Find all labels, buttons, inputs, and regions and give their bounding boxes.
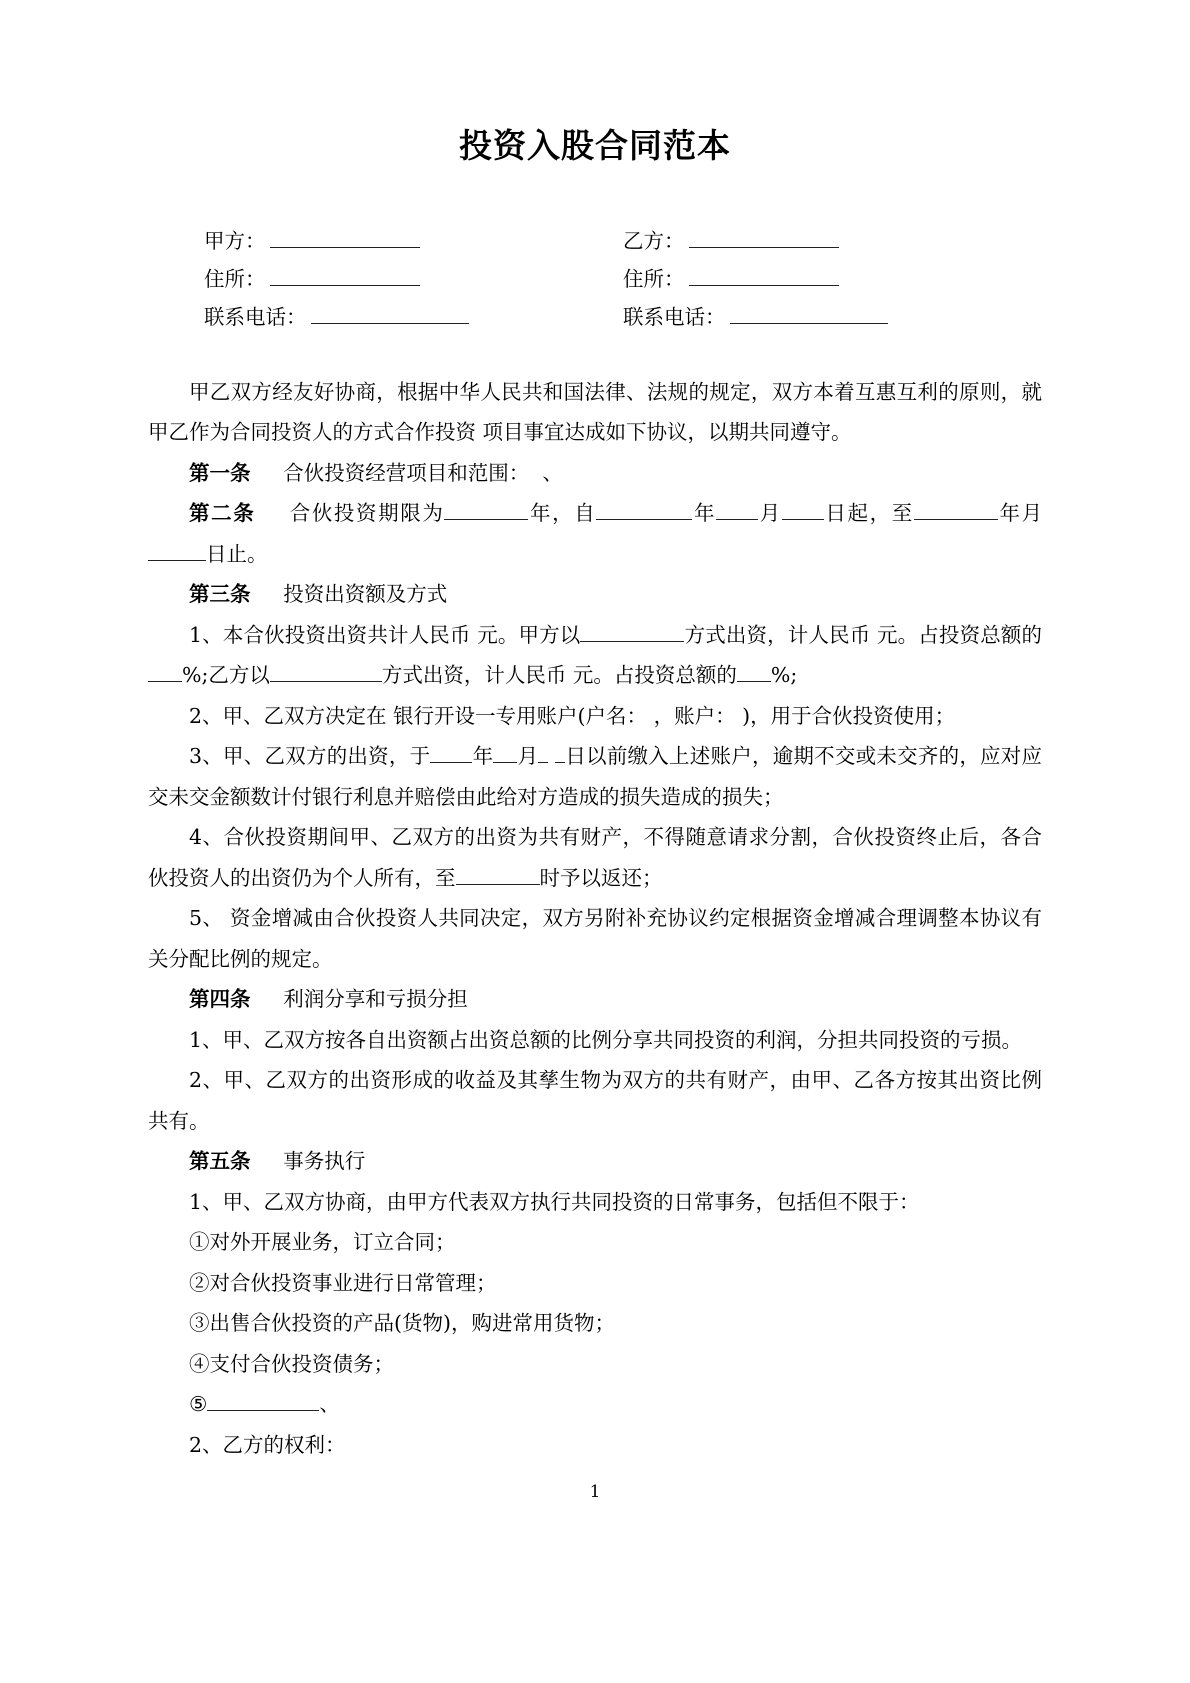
article-2-t6: 年	[997, 501, 1022, 526]
party-a-name-blank[interactable]	[270, 229, 420, 247]
a3-i3-b: 年	[472, 744, 494, 769]
article-3-item-2: 2、甲、乙双方决定在 银行开设一专用账户(户名： ，账户： )，用于合伙投资使用；	[189, 703, 956, 728]
article-2-t5: 日起，至	[823, 501, 914, 526]
article-3-item-5: 5、 资金增减由合伙投资人共同决定，双方另附补充协议约定根据资金增减合理调整本协议有关分配比例的规定。	[148, 906, 1042, 971]
article-4-item-2: 2、甲、乙双方的出资形成的收益及其孳生物为双方的共有财产，由甲、乙各方按其出资比例共有。	[148, 1068, 1042, 1133]
preamble-text-2: 项目事宜达成如下协议，以期共同遵守。	[482, 420, 852, 445]
a3-i1-c: %;乙方以	[182, 663, 270, 688]
party-b-percent-blank[interactable]	[737, 663, 771, 682]
party-a-phone-blank[interactable]	[311, 305, 469, 323]
party-a-address-field	[204, 260, 623, 298]
article-5-title: 事务执行	[283, 1149, 366, 1174]
article-5	[148, 1141, 1042, 1182]
party-a-name-field	[204, 222, 623, 260]
article-2-t2: 年，自	[528, 501, 597, 526]
party-b-name-field	[623, 222, 1042, 260]
article-5-sub-4: ④支付合伙投资债务；	[189, 1351, 394, 1376]
payment-day-blank-1[interactable]	[538, 744, 548, 763]
party-row-phone	[204, 298, 1042, 336]
article-4	[148, 979, 1042, 1020]
page-title: 投资入股合同范本	[459, 126, 731, 165]
start-year-blank[interactable]	[596, 501, 692, 520]
article-1	[148, 453, 1042, 494]
parties-block	[148, 222, 1042, 336]
article-1-head: 第一条	[189, 460, 251, 485]
party-a-address-blank[interactable]	[270, 267, 420, 285]
party-b-name-label: 乙方：	[623, 228, 685, 253]
a3-i4-a: 4、合伙投资期间甲、乙双方的出资为共有财产，不得随意请求分割，合伙投资终止后，各合伙投资人的出资仍为个人所有，至	[148, 825, 1042, 890]
party-a-percent-blank[interactable]	[148, 663, 182, 682]
a3-i1-a: 1、本合伙投资出资共计人民币 元。甲方以	[189, 622, 581, 647]
article-5-sub-2: ②对合伙投资事业进行日常管理；	[189, 1270, 497, 1295]
article-2-t3: 年	[692, 501, 717, 526]
article-4-item-1: 1、甲、乙双方按各自出资额占出资总额的比例分享共同投资的利润，分担共同投资的亏损。	[189, 1027, 1023, 1052]
article-1-tail: 、	[542, 460, 563, 485]
article-1-title: 合伙投资经营项目和范围：	[283, 460, 530, 485]
document-content	[148, 0, 1042, 1465]
a5-s5-b: 、	[319, 1392, 340, 1417]
party-a-contribution-method-blank[interactable]	[580, 622, 684, 641]
article-2-t1: 合伙投资期限为	[288, 501, 445, 526]
party-b-address-label: 住所：	[623, 266, 685, 291]
article-3-title: 投资出资额及方式	[283, 582, 448, 607]
article-2-t7: 月	[1021, 501, 1043, 526]
article-3-item-1	[148, 615, 1042, 696]
article-2-t8: 日止。	[206, 541, 268, 566]
party-a-phone-label: 联系电话：	[204, 304, 307, 329]
a3-i3-a: 3、甲、乙双方的出资，于	[189, 744, 431, 769]
article-2	[148, 493, 1042, 574]
a3-i3-c: 月	[517, 744, 539, 769]
party-b-phone-field	[623, 298, 1042, 336]
article-4-title: 利润分享和亏损分担	[283, 987, 468, 1012]
party-b-contribution-method-blank[interactable]	[270, 663, 382, 682]
party-a-phone-field	[204, 298, 623, 336]
article-5-item-2: 2、乙方的权利：	[189, 1432, 346, 1457]
contract-body	[148, 372, 1042, 1466]
article-2-head: 第二条	[189, 501, 256, 526]
return-time-blank[interactable]	[456, 865, 540, 884]
party-b-address-field	[623, 260, 1042, 298]
a3-i1-e: %;	[770, 663, 798, 688]
article-4-head: 第四条	[189, 987, 251, 1012]
article-5-sub-3: ③出售合伙投资的产品(货物)，购进常用货物；	[189, 1311, 615, 1336]
article-5-sub-5	[148, 1384, 1042, 1425]
payment-year-blank[interactable]	[430, 744, 472, 763]
party-a-address-label: 住所：	[204, 266, 266, 291]
end-year-blank[interactable]	[914, 501, 998, 520]
a5-s5-a: ⑤	[189, 1392, 208, 1417]
party-a-name-label: 甲方：	[204, 228, 266, 253]
article-3-item-4	[148, 817, 1042, 898]
article-5-item-1: 1、甲、乙双方协商，由甲方代表双方执行共同投资的日常事务，包括但不限于：	[189, 1189, 920, 1214]
start-day-blank[interactable]	[782, 501, 824, 520]
payment-month-blank[interactable]	[493, 744, 517, 763]
a3-i3-d: 日以前缴入上述账户，逾期不交或未交齐的，应对应交未交金额数计付银行利息并赔偿由此给对方造成的损失造成的损失；	[148, 744, 1043, 809]
party-b-address-blank[interactable]	[689, 267, 839, 285]
article-5-sub-1: ①对外开展业务，订立合同；	[189, 1230, 456, 1255]
article-3	[148, 574, 1042, 615]
party-row-name	[204, 222, 1042, 260]
party-row-address	[204, 260, 1042, 298]
page-number: 1	[589, 1482, 601, 1502]
preamble-text-1: 甲乙双方经友好协商，根据中华人民共和国法律、法规的规定，双方本着互惠互利的原则，就甲乙作为合同投资人的方式合作投资	[148, 379, 1042, 445]
a3-i1-d: 方式出资，计人民币 元。占投资总额的	[381, 663, 737, 688]
end-day-blank[interactable]	[148, 541, 206, 560]
payment-day-blank-2[interactable]	[555, 744, 565, 763]
article-5-head: 第五条	[189, 1149, 251, 1174]
party-b-phone-label: 联系电话：	[623, 304, 726, 329]
article-3-head: 第三条	[189, 582, 251, 607]
article-2-t4: 月	[758, 501, 782, 526]
party-b-name-blank[interactable]	[689, 229, 839, 247]
start-month-blank[interactable]	[716, 501, 758, 520]
article-3-item-3	[148, 736, 1042, 817]
term-years-blank[interactable]	[444, 501, 528, 520]
article-5-sub-5-blank[interactable]	[207, 1392, 319, 1411]
party-b-phone-blank[interactable]	[730, 305, 888, 323]
preamble-paragraph	[148, 372, 1042, 453]
a3-i1-b: 方式出资，计人民币 元。占投资总额的	[684, 622, 1043, 647]
a3-i4-b: 时予以返还；	[539, 865, 663, 890]
